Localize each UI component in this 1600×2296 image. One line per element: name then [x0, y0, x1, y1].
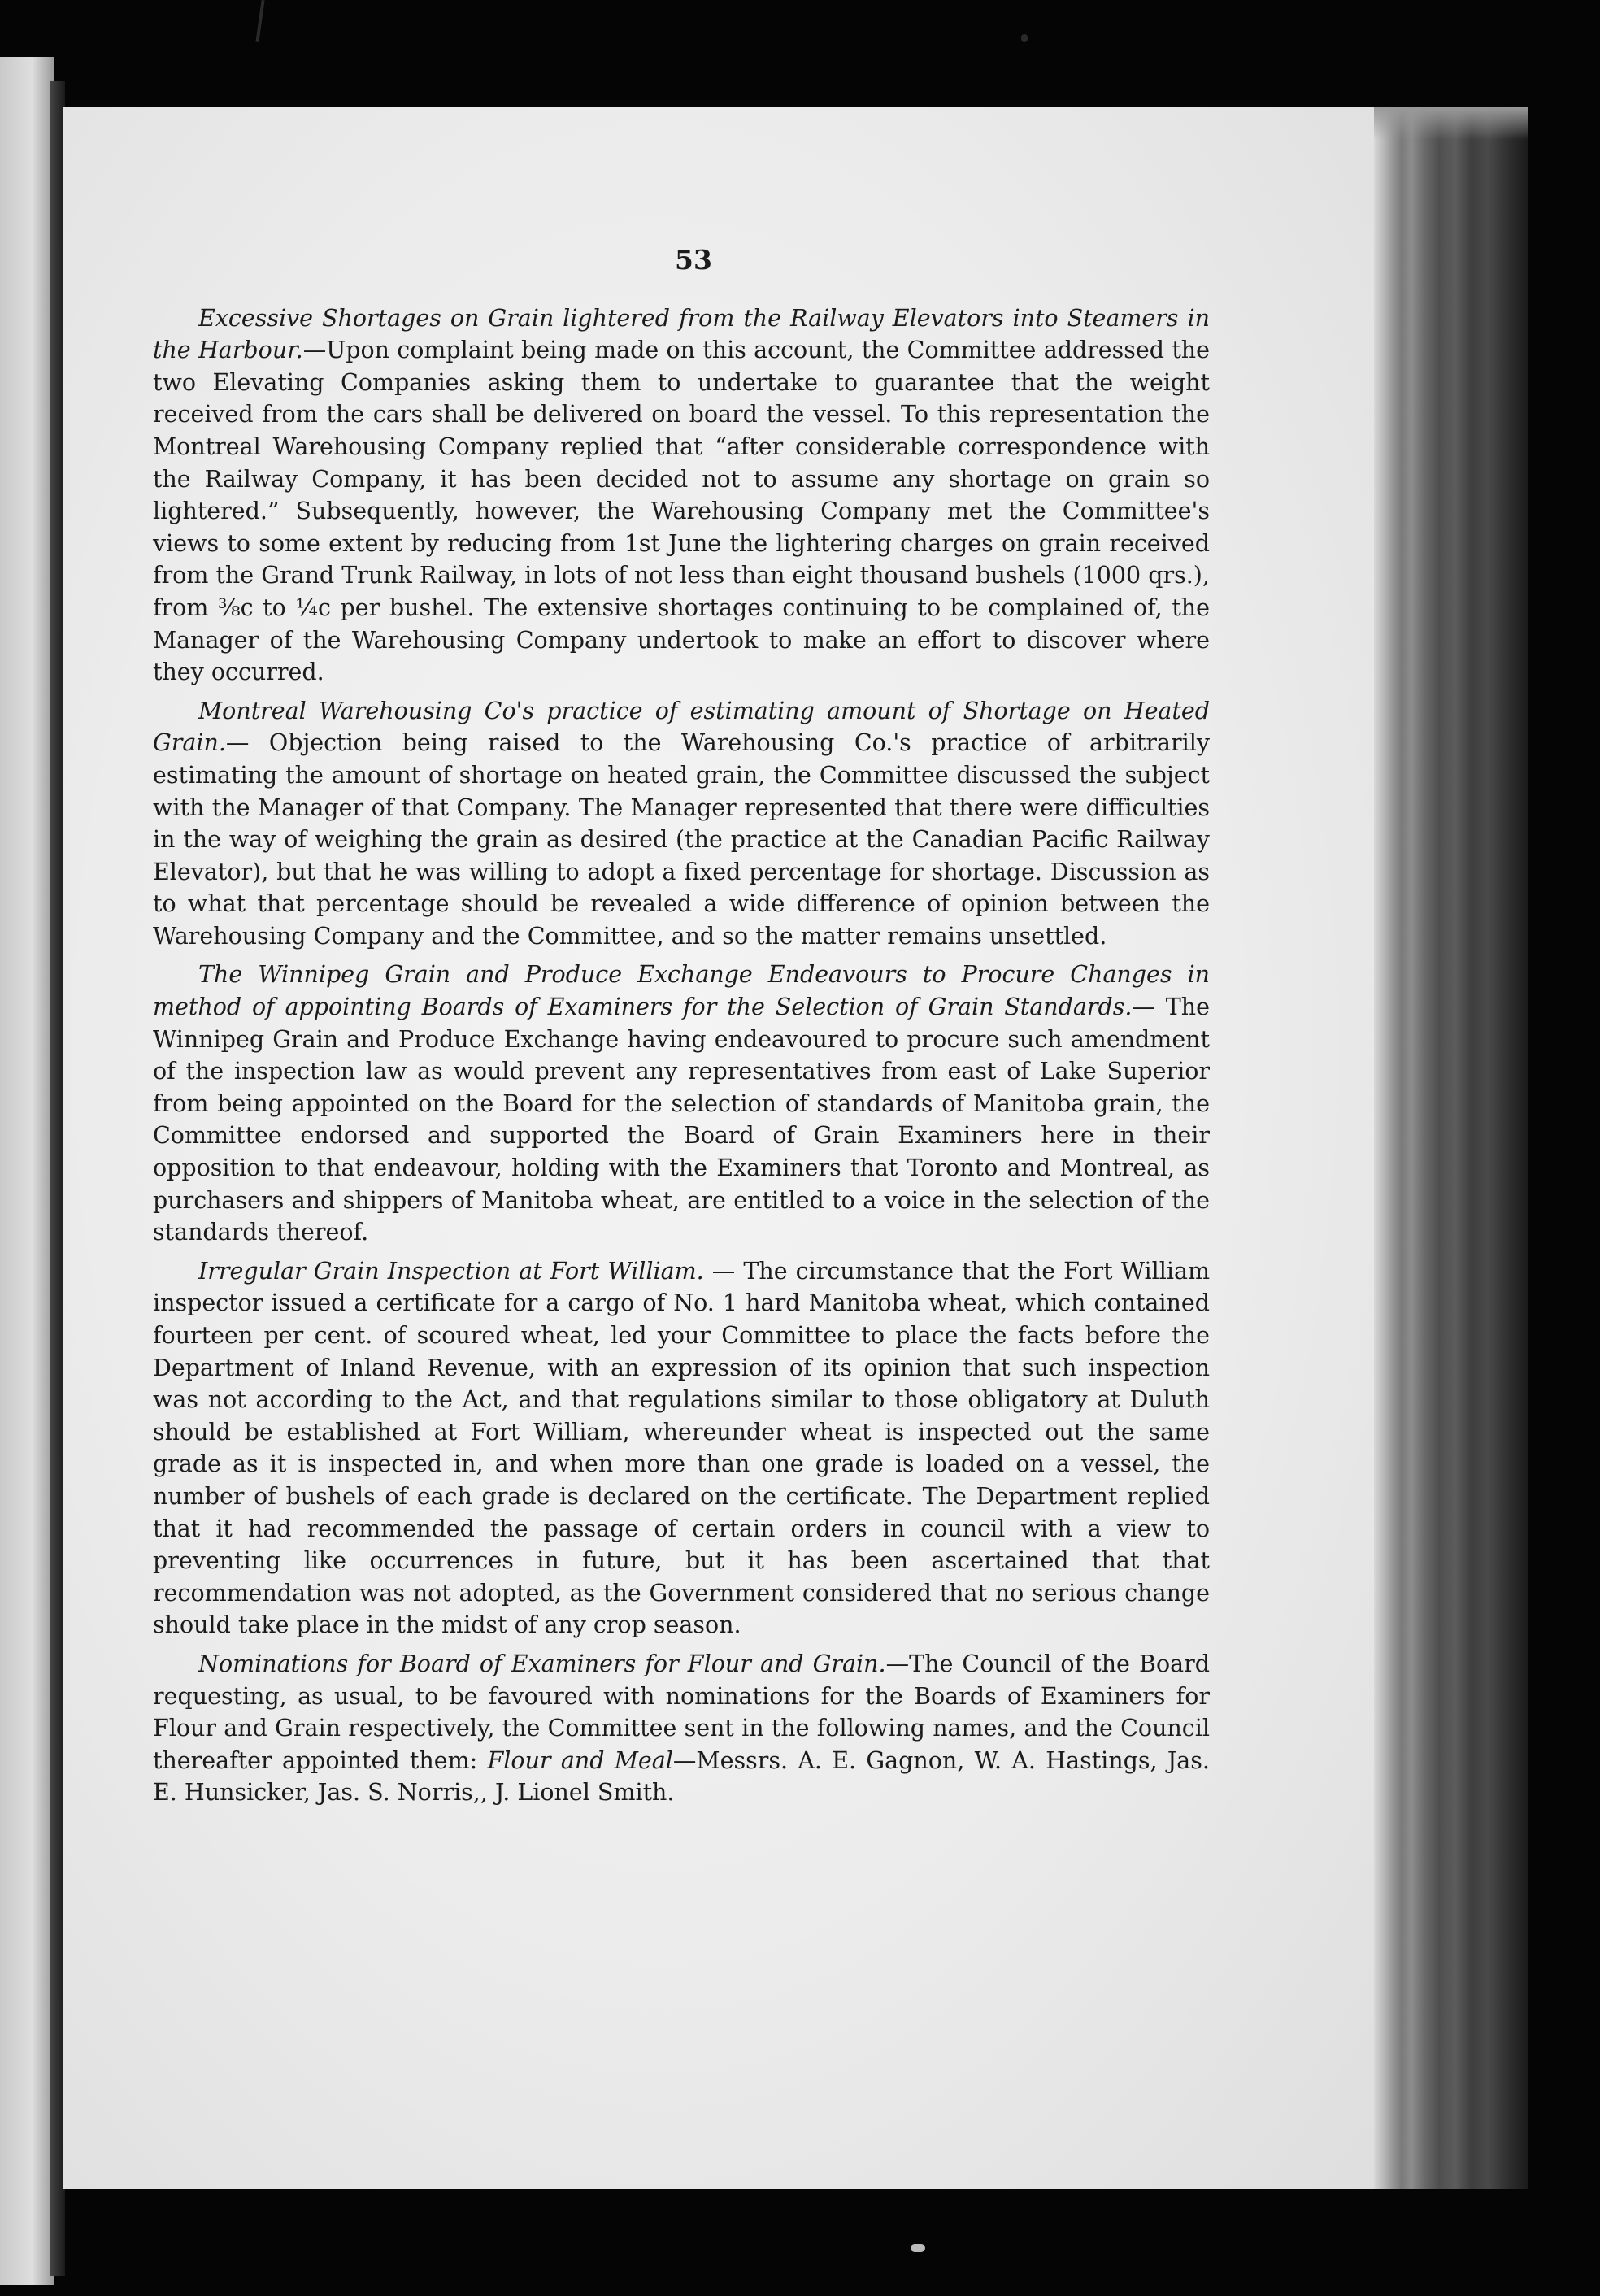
scan-mark-dot [1021, 34, 1028, 42]
scan-mark-bottom [911, 2244, 925, 2252]
paragraph-heated-grain-shortage [153, 695, 1210, 953]
paragraph-heading: Irregular Grain Inspection at Fort William. [198, 1257, 704, 1285]
nominee-list: —Messrs. A. E. Gagnon, W. A. Hastings, Jas. E. Hunsicker, Jas. S. Norris,, J. Lionel Smith. [153, 1746, 1210, 1807]
paragraph-nominations [153, 1648, 1210, 1809]
page-text-block [153, 244, 1210, 1815]
paragraph-heading: Excessive Shortages on Grain lightered from the Railway Elevators into Steamers in the Harbour. [153, 304, 1210, 364]
paragraph-body: — The circumstance that the Fort William inspector issued a certificate for a cargo of No. 1 hard Manitoba wheat, which contained fourteen per cent. of scoured wheat, led your Committee to place the facts before the Department of Inland Revenue, with an expression of its opinion that such inspection was not according to the Act, and that regulations similar to those obligatory at Duluth should be established at Fort William, whereunder wheat is inspected out the same grade as it is inspected in, and when more than one grade is loaded on a vessel, the number of bushels of each grade is declared on the certificate. The Department replied that it had recommended the passage of certain orders in council with a view to preventing like occurrences in future, but it has been ascertained that that recommendation was not adopted, as the Government considered that no serious change should take place in the midst of any crop season. [153, 1257, 1210, 1639]
paragraph-winnipeg-exchange [153, 959, 1210, 1248]
paragraph-heading: The Winnipeg Grain and Produce Exchange Endeavours to Procure Changes in method of appointing Boards of Examiners for the Selection of Grain Standards. [153, 961, 1210, 1021]
paragraph-irregular-inspection [153, 1255, 1210, 1642]
paragraph-heading: Montreal Warehousing Co's practice of estimating amount of Shortage on Heated Grain. [153, 697, 1210, 757]
page-number: 53 [675, 244, 712, 276]
left-page-edge [0, 57, 54, 2285]
paragraph-body: — Objection being raised to the Warehousing Co.'s practice of arbitrarily estimating the amount of shortage on heated grain, the Committee discussed the subject with the Manager of that Company. The Manager represented that there were difficulties in the way of weighing the grain as desired (the practice at the Canadian Pacific Railway Elevator), but that he was willing to adopt a fixed percentage for shortage. Discussion as to what that percentage should be revealed a wide difference of opinion between the Warehousing Company and the Committee, and so the matter remains unsettled. [153, 729, 1210, 950]
paragraph-excessive-shortages [153, 302, 1210, 689]
paragraph-body: —The Council of the Board requesting, as usual, to be favoured with nominations for the Boards of Examiners for Flour and Grain respectively, the Committee sent in the following names, and the Council thereafter appointed them: [153, 1650, 1210, 1774]
paragraph-heading: Nominations for Board of Examiners for Flour and Grain. [198, 1650, 886, 1677]
paragraph-body: — The Winnipeg Grain and Produce Exchange having endeavoured to procure such amendment of the inspection law as would prevent any representatives from east of Lake Superior from being appointed on the Board for the selection of standards of Manitoba grain, the Committee endorsed and supported the Board of Grain Examiners here in their opposition to that endeavour, holding with the Examiners that Toronto and Montreal, as purchasers and shippers of Manitoba wheat, are entitled to a voice in the selection of the standards thereof. [153, 994, 1210, 1246]
scan-mark-top [255, 0, 264, 42]
book-fore-edge [1374, 107, 1528, 2189]
flour-and-meal-label: Flour and Meal [487, 1746, 673, 1774]
book-fore-edge-shadow [1374, 107, 1528, 140]
paragraph-body: —Upon complaint being made on this account, the Committee addressed the two Elevating Companies asking them to undertake to guarantee that the weight received from the cars shall be delivered on board the vessel. To this representation the Montreal Warehousing Company replied that “after considerable correspondence with the Railway Company, it has been decided not to assume any shortage on grain so lightered.” Subsequently, however, the Warehousing Company met the Committee's views to some extent by reducing from 1st June the lightering charges on grain received from the Grand Trunk Railway, in lots of not less than eight thousand bushels (1000 qrs.), from ⅜c to ¼c per bushel. The extensive shortages continuing to be complained of, the Manager of the Warehousing Company undertook to make an effort to discover where they occurred. [153, 337, 1210, 686]
